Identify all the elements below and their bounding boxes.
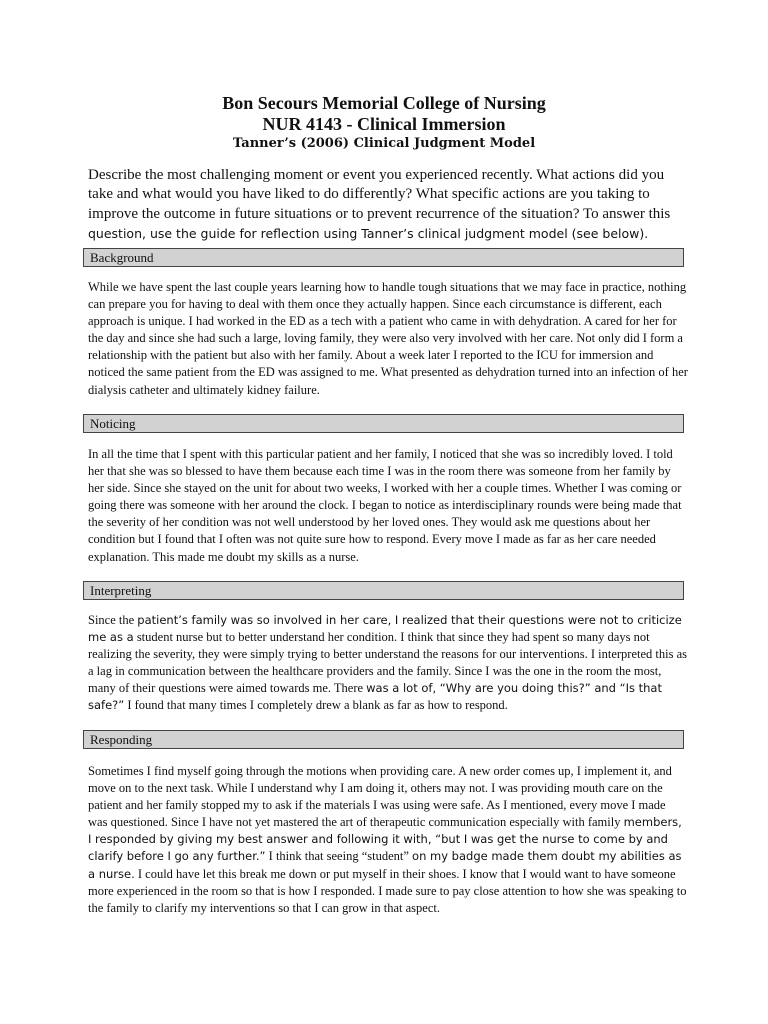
college-title: Bon Secours Memorial College of Nursing [222, 93, 546, 113]
prompt-guide-text: question, use the guide for reflection using Tanner’s clinical judgment model (see below). [88, 226, 649, 242]
course-title: NUR 4143 - Clinical Immersion [262, 114, 506, 134]
responding-handwritten-2: on my badge made them doubt my abilities as a nurse. [88, 849, 682, 881]
responding-heading: Responding [83, 730, 684, 749]
noticing-heading: Noticing [83, 414, 684, 433]
responding-lead: Sometimes I find myself going through the motions when providing care. A new order comes up, I implement it, and move on to the next task. While I understand why I am doing it, others may not. I was providing mouth care on the patient and her family stopped my to ask if the materials I was using were safe. As I mentioned, every move I made was questioned. Since I have not yet mastered the art of therapeutic communication especially with family [88, 764, 672, 830]
interpreting-lead: Since the [88, 613, 138, 627]
interpreting-mid: student nurse but to better understand her condition. I think that since they had spent so many days not realizing the severity, they were simply trying to better understand the reasons for our interventions. I interpreted this as a lag in communication between the healthcare providers and the family. Since I was the one in the room the most, many of their questions were aimed towards me. There [88, 630, 688, 696]
responding-body [88, 763, 688, 917]
interpreting-body [88, 612, 688, 715]
background-heading: Background [83, 248, 684, 267]
prompt-text: Describe the most challenging moment or event you experienced recently. What actions did you take and what would you have liked to do differently? What specific actions are you taking to improve the outcome in future situations or to prevent recurrence of the situation? To answer this [88, 167, 671, 222]
interpreting-tail: I found that many times I completely drew a blank as far as how to respond. [124, 698, 508, 713]
interpreting-handwritten-2: was a lot of, “Why are you doing this?” and “Is that safe?” [88, 681, 662, 713]
noticing-body: In all the time that I spent with this particular patient and her family, I noticed that she was so incredibly loved. I told her that she was so blessed to have them because each time I was in the room there was someone from her family by her side. Since she stayed on the unit for about two weeks, I worked with her a couple times. Whether I was coming or going there was someone with her around the clock. I began to notice as interdisciplinary rounds were being made that the severity of her condition was not well understood by her loved ones. They would ask me questions about her condition but I found that I often was not quite sure how to respond. Every move I made as far as her care needed explanation. This made me doubt my skills as a nurse. [88, 447, 682, 564]
model-subtitle: Tanner’s (2006) Clinical Judgment Model [232, 136, 536, 151]
background-body: While we have spent the last couple years learning how to handle tough situations that we may face in practice, nothing can prepare you for having to deal with them once they actually happen. Since each circumstance is different, each approach is unique. I had worked in the ED as a tech with a patient who came in with dehydration. A cared for her for the day and since she had such a large, loving family, they were also very involved with her care. Not only did I form a relationship with the patient but also with her family. About a week later I reported to the ICU for immersion and noticed the same patient from the ED was assigned to me. What presented as dehydration turned into an infection of her dialysis catheter and ultimately kidney failure. [88, 280, 688, 397]
responding-tail: I could have let this break me down or put myself in their shoes. I know that I would want to have someone more experienced in the room so that is how I responded. I made sure to pay close attention to how she was speaking to the family to clarify my interventions so that I can grow in that aspect. [88, 866, 687, 915]
responding-mid: I think that seeing “student” [265, 849, 413, 864]
interpreting-handwritten-1: patient’s family was so involved in her care, I realized that their questions were not to criticize me as a [88, 613, 682, 645]
responding-handwritten-1: members, I responded by giving my best answer and following it with, “but I was get the nurse to come by and clarify before I go any further.” [88, 815, 682, 864]
interpreting-heading: Interpreting [83, 581, 684, 600]
reflection-prompt [88, 166, 688, 245]
